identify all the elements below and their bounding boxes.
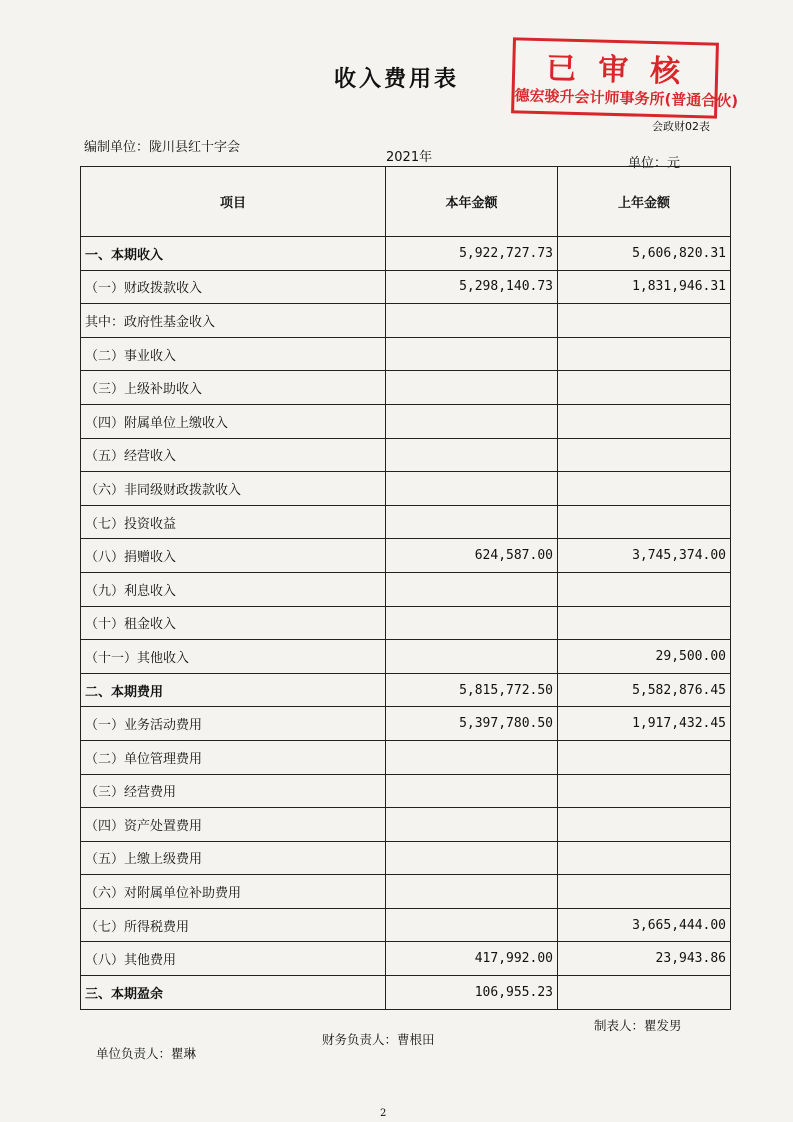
row-previous bbox=[558, 404, 731, 438]
row-current: 106,955.23 bbox=[386, 976, 558, 1010]
row-current bbox=[386, 337, 558, 371]
stamp-firm-name: 德宏骏升会计师事务所(普通合伙) bbox=[514, 86, 739, 111]
row-label: （三）经营费用 bbox=[81, 774, 386, 808]
table-row bbox=[81, 808, 731, 842]
row-previous bbox=[558, 740, 731, 774]
table-row bbox=[81, 539, 731, 573]
row-previous bbox=[558, 371, 731, 405]
row-previous: 3,665,444.00 bbox=[558, 908, 731, 942]
row-current bbox=[386, 640, 558, 674]
table-row bbox=[81, 673, 731, 707]
table-row bbox=[81, 270, 731, 304]
row-previous bbox=[558, 438, 731, 472]
row-current bbox=[386, 606, 558, 640]
row-previous bbox=[558, 505, 731, 539]
table-row bbox=[81, 572, 731, 606]
row-previous bbox=[558, 606, 731, 640]
row-current bbox=[386, 908, 558, 942]
row-current: 5,298,140.73 bbox=[386, 270, 558, 304]
report-year: 2021年 bbox=[386, 150, 433, 165]
row-label: （四）附属单位上缴收入 bbox=[81, 404, 386, 438]
report-title: 收入费用表 bbox=[333, 67, 459, 92]
row-label: 三、本期盈余 bbox=[81, 976, 386, 1010]
row-current bbox=[386, 304, 558, 338]
table-row bbox=[81, 304, 731, 338]
row-current bbox=[386, 472, 558, 506]
table-row bbox=[81, 774, 731, 808]
row-label: （十一）其他收入 bbox=[81, 640, 386, 674]
table-row bbox=[81, 942, 731, 976]
header-current-year: 本年金额 bbox=[386, 167, 558, 237]
row-previous bbox=[558, 976, 731, 1010]
row-label: （六）非同级财政拨款收入 bbox=[81, 472, 386, 506]
table-row bbox=[81, 472, 731, 506]
stamp-main-text: 已审核 bbox=[545, 51, 703, 91]
row-label: （二）事业收入 bbox=[81, 337, 386, 371]
table-row bbox=[81, 337, 731, 371]
table-row bbox=[81, 707, 731, 741]
table-row bbox=[81, 976, 731, 1010]
table-row bbox=[81, 841, 731, 875]
row-label: 二、本期费用 bbox=[81, 673, 386, 707]
page-number: 2 bbox=[380, 1108, 387, 1119]
row-previous: 29,500.00 bbox=[558, 640, 731, 674]
table-row bbox=[81, 908, 731, 942]
row-current: 5,922,727.73 bbox=[386, 237, 558, 271]
row-current bbox=[386, 371, 558, 405]
row-label: （八）捐赠收入 bbox=[81, 539, 386, 573]
form-code: 会政财02表 bbox=[652, 120, 710, 133]
row-current bbox=[386, 505, 558, 539]
row-label: （十）租金收入 bbox=[81, 606, 386, 640]
row-previous bbox=[558, 572, 731, 606]
row-previous bbox=[558, 875, 731, 909]
row-label: （八）其他费用 bbox=[81, 942, 386, 976]
row-label: （三）上级补助收入 bbox=[81, 371, 386, 405]
reporting-entity: 编制单位：陇川县红十字会 bbox=[84, 140, 241, 155]
row-current: 5,397,780.50 bbox=[386, 707, 558, 741]
row-current: 417,992.00 bbox=[386, 942, 558, 976]
header-item: 项目 bbox=[81, 167, 386, 237]
row-current bbox=[386, 875, 558, 909]
unit-head-signature: 单位负责人：瞿琳 bbox=[96, 1046, 197, 1061]
row-previous: 23,943.86 bbox=[558, 942, 731, 976]
table-row bbox=[81, 505, 731, 539]
row-current bbox=[386, 808, 558, 842]
currency-unit: 单位：元 bbox=[628, 156, 681, 171]
row-current bbox=[386, 438, 558, 472]
table-row bbox=[81, 875, 731, 909]
audit-stamp bbox=[511, 37, 739, 118]
row-previous: 5,606,820.31 bbox=[558, 237, 731, 271]
row-current bbox=[386, 404, 558, 438]
row-label: （五）上缴上级费用 bbox=[81, 841, 386, 875]
row-label: （九）利息收入 bbox=[81, 572, 386, 606]
row-current bbox=[386, 740, 558, 774]
row-label: 其中：政府性基金收入 bbox=[81, 304, 386, 338]
row-previous: 1,917,432.45 bbox=[558, 707, 731, 741]
row-previous bbox=[558, 337, 731, 371]
row-previous bbox=[558, 808, 731, 842]
row-previous: 3,745,374.00 bbox=[558, 539, 731, 573]
row-previous: 1,831,946.31 bbox=[558, 270, 731, 304]
row-label: （七）所得税费用 bbox=[81, 908, 386, 942]
row-current: 5,815,772.50 bbox=[386, 673, 558, 707]
table-row bbox=[81, 404, 731, 438]
row-current bbox=[386, 841, 558, 875]
row-current bbox=[386, 572, 558, 606]
row-label: （六）对附属单位补助费用 bbox=[81, 875, 386, 909]
row-label: （一）业务活动费用 bbox=[81, 707, 386, 741]
row-label: （四）资产处置费用 bbox=[81, 808, 386, 842]
finance-head-signature: 财务负责人：曹根田 bbox=[322, 1032, 435, 1047]
header-previous-year: 上年金额 bbox=[558, 167, 731, 237]
row-label: （七）投资收益 bbox=[81, 505, 386, 539]
income-expense-table bbox=[80, 166, 731, 1010]
table-row bbox=[81, 606, 731, 640]
row-previous: 5,582,876.45 bbox=[558, 673, 731, 707]
row-current bbox=[386, 774, 558, 808]
preparer-signature: 制表人：瞿发男 bbox=[594, 1018, 682, 1033]
row-label: （一）财政拨款收入 bbox=[81, 270, 386, 304]
row-previous bbox=[558, 774, 731, 808]
table-row bbox=[81, 371, 731, 405]
row-label: （二）单位管理费用 bbox=[81, 740, 386, 774]
table-row bbox=[81, 740, 731, 774]
table-row bbox=[81, 438, 731, 472]
table-header-row bbox=[81, 167, 731, 237]
row-previous bbox=[558, 304, 731, 338]
row-label: （五）经营收入 bbox=[81, 438, 386, 472]
row-label: 一、本期收入 bbox=[81, 237, 386, 271]
row-current: 624,587.00 bbox=[386, 539, 558, 573]
row-previous bbox=[558, 472, 731, 506]
row-previous bbox=[558, 841, 731, 875]
table-row bbox=[81, 640, 731, 674]
table-row bbox=[81, 237, 731, 271]
